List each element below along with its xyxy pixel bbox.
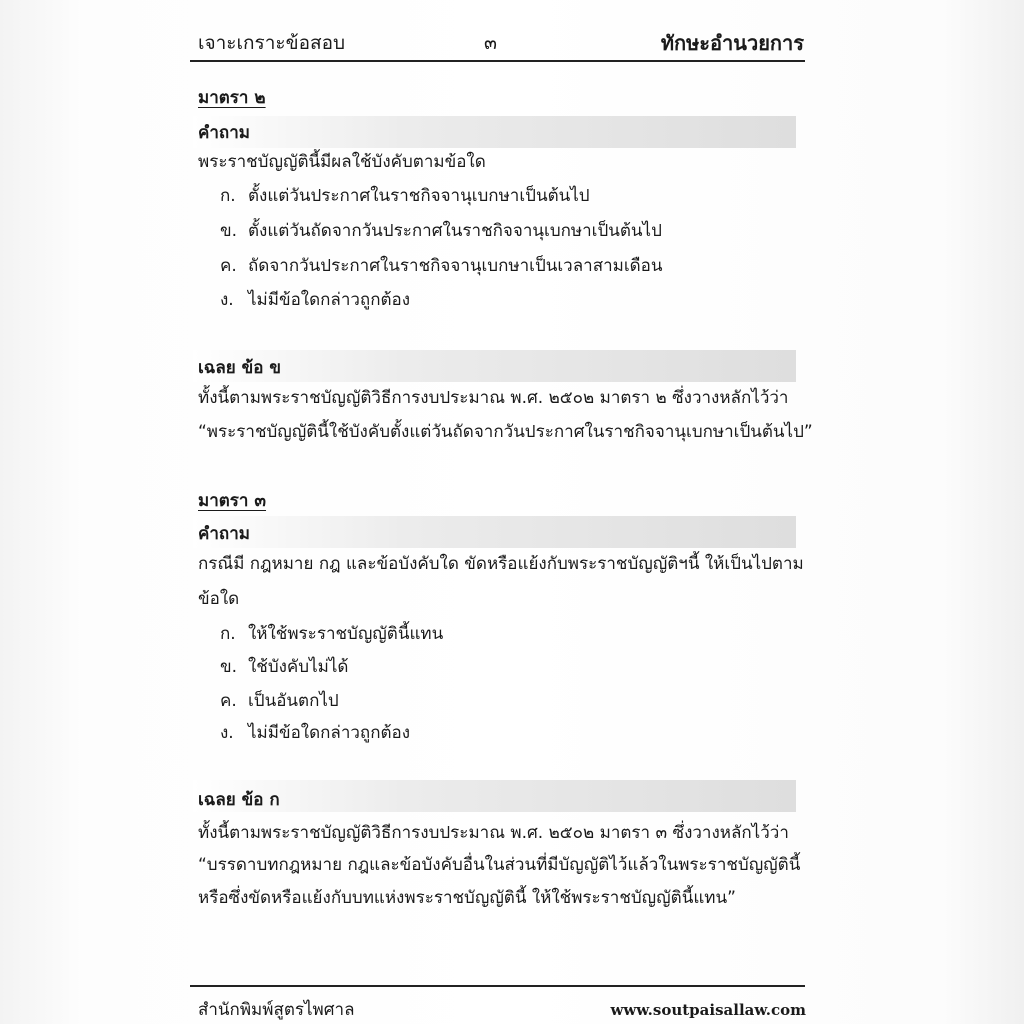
answer-label: เฉลย ข้อ ข <box>198 358 282 378</box>
option-letter: ค. <box>220 691 237 711</box>
footer-rule <box>190 985 805 987</box>
option-text: ตั้งแต่วันถัดจากวันประกาศในราชกิจจานุเบกษาเป็นต้นไป <box>248 221 662 241</box>
option-item <box>220 655 348 679</box>
option-text: ไม่มีข้อใดกล่าวถูกต้อง <box>248 723 411 743</box>
question-text: กรณีมี กฎหมาย กฎ และข้อบังคับใด ขัดหรือแย้งกับพระราชบัญญัติฯนี้ ให้เป็นไปตาม <box>198 554 804 574</box>
option-text: ให้ใช้พระราชบัญญัตินี้แทน <box>248 624 444 644</box>
answer-band <box>193 780 796 812</box>
option-item <box>220 184 590 208</box>
answer-band <box>193 350 796 382</box>
option-item <box>220 288 410 312</box>
option-letter: ข. <box>220 657 238 677</box>
question-text: พระราชบัญญัตินี้มีผลใช้บังคับตามข้อใด <box>198 152 486 172</box>
question-label: คำถาม <box>198 524 250 544</box>
header-book-title: เจาะเกราะข้อสอบ <box>198 32 346 54</box>
option-item <box>220 254 663 278</box>
option-letter: ก. <box>220 186 236 206</box>
question-band <box>193 516 796 548</box>
option-letter: ง. <box>220 723 234 743</box>
option-item <box>220 622 443 646</box>
option-text: ไม่มีข้อใดกล่าวถูกต้อง <box>248 290 411 310</box>
option-item <box>220 689 339 713</box>
header-subject: ทักษะอำนวยการ <box>660 31 804 55</box>
section-title: มาตรา ๒ <box>198 88 266 108</box>
header-rule <box>190 60 805 62</box>
answer-label: เฉลย ข้อ ก <box>198 790 280 810</box>
answer-text-line: “พระราชบัญญัตินี้ใช้บังคับตั้งแต่วันถัดจากวันประกาศในราชกิจจานุเบกษาเป็นต้นไป” <box>198 422 813 442</box>
question-label: คำถาม <box>198 123 250 143</box>
answer-text-line: “บรรดาบทกฎหมาย กฎและข้อบังคับอื่นในส่วนที่มีบัญญัติไว้แล้วในพระราชบัญญัตินี้ <box>198 855 801 875</box>
answer-text-line: ทั้งนี้ตามพระราชบัญญัติวิธีการงบประมาณ พ.ศ. ๒๕๐๒ มาตรา ๒ ซึ่งวางหลักไว้ว่า <box>198 388 789 408</box>
question-band <box>193 116 796 148</box>
question-text: ข้อใด <box>198 589 240 609</box>
footer-website: www.soutpaisallaw.com <box>610 1001 806 1019</box>
option-letter: ก. <box>220 624 236 644</box>
option-item <box>220 219 662 243</box>
option-text: ตั้งแต่วันประกาศในราชกิจจานุเบกษาเป็นต้นไป <box>248 186 590 206</box>
option-text: ถัดจากวันประกาศในราชกิจจานุเบกษาเป็นเวลาสามเดือน <box>248 256 663 276</box>
page-number: ๓ <box>484 32 497 54</box>
option-text: เป็นอันตกไป <box>248 691 339 711</box>
option-letter: ง. <box>220 290 234 310</box>
answer-text-line: ทั้งนี้ตามพระราชบัญญัติวิธีการงบประมาณ พ.ศ. ๒๕๐๒ มาตรา ๓ ซึ่งวางหลักไว้ว่า <box>198 823 789 843</box>
footer-publisher: สำนักพิมพ์สูตรไพศาล <box>198 1000 355 1020</box>
option-letter: ข. <box>220 221 238 241</box>
section-title: มาตรา ๓ <box>198 491 267 511</box>
option-letter: ค. <box>220 256 237 276</box>
answer-text-line: หรือซึ่งขัดหรือแย้งกับบทแห่งพระราชบัญญัตินี้ ให้ใช้พระราชบัญญัตินี้แทน” <box>198 888 736 908</box>
option-text: ใช้บังคับไม่ได้ <box>248 657 349 677</box>
option-item <box>220 721 410 745</box>
